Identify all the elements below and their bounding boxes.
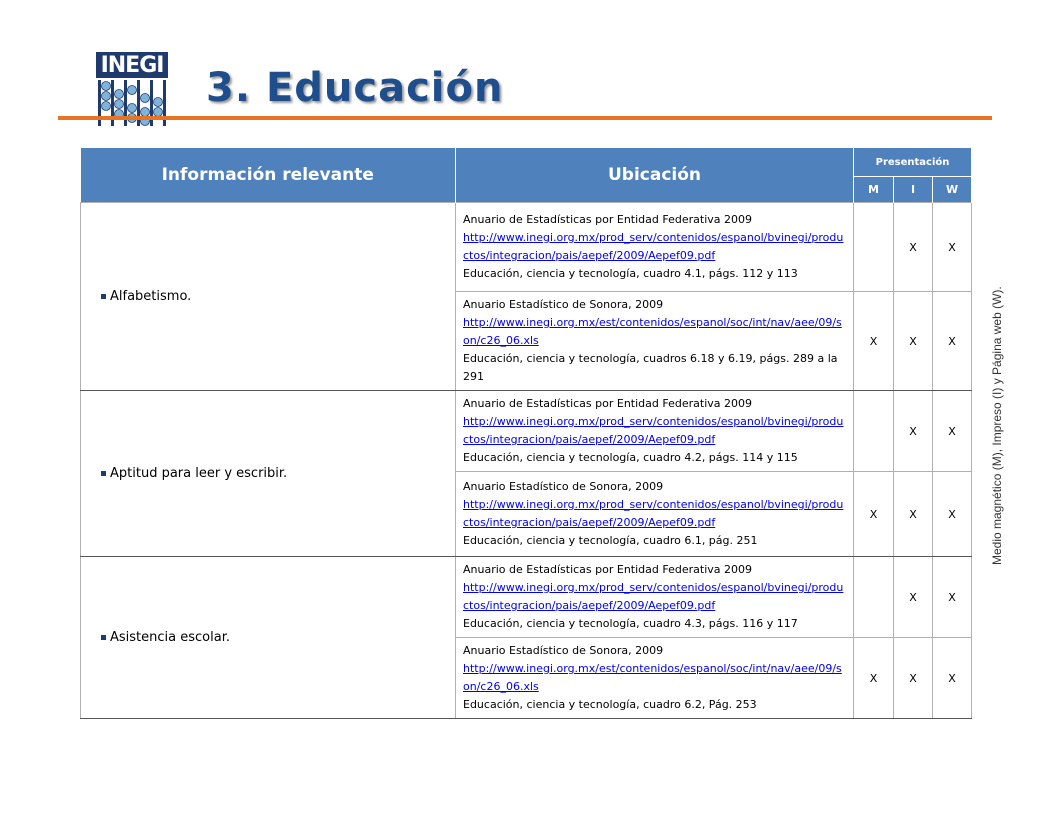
mark-w: X [933, 391, 972, 472]
detail-text: Educación, ciencia y tecnología, cuadro 6.2, Pág. 253 [463, 698, 757, 711]
mark-m [854, 391, 894, 472]
mark-i: X [894, 203, 933, 292]
source-text: Anuario Estadístico de Sonora, 2009 [463, 644, 664, 657]
source-link[interactable]: http://www.inegi.org.mx/prod_serv/contenidos/espanol/bvinegi/productos/integracion/pais/aepef/2009/Aepef09.pdf [463, 581, 844, 612]
mark-m [854, 557, 894, 638]
mark-w: X [933, 292, 972, 391]
mark-m: X [854, 638, 894, 719]
source-text: Anuario Estadístico de Sonora, 2009 [463, 480, 664, 493]
bullet-icon [101, 635, 106, 640]
mark-m: X [854, 472, 894, 557]
info-label: Aptitud para leer y escribir. [110, 466, 288, 481]
source-text: Anuario de Estadísticas por Entidad Federativa 2009 [463, 397, 752, 410]
presentation-legend-note: Medio magnético (M), Impreso (I) y Página web (W). [990, 286, 1004, 565]
ubicacion-cell [456, 638, 854, 719]
mark-m: X [854, 292, 894, 391]
col-header-m: M [854, 177, 894, 203]
detail-text: Educación, ciencia y tecnología, cuadro 4.3, págs. 116 y 117 [463, 617, 798, 630]
detail-text: Educación, ciencia y tecnología, cuadro 4.1, págs. 112 y 113 [463, 267, 798, 280]
ubicacion-cell [456, 203, 854, 292]
col-header-w: W [933, 177, 972, 203]
mark-i: X [894, 638, 933, 719]
source-link[interactable]: http://www.inegi.org.mx/prod_serv/contenidos/espanol/bvinegi/productos/integracion/pais/aepef/2009/Aepef09.pdf [463, 415, 844, 446]
source-text: Anuario de Estadísticas por Entidad Federativa 2009 [463, 213, 752, 226]
col-header-i: I [894, 177, 933, 203]
page-title: 3. Educación [206, 65, 504, 111]
info-cell [81, 203, 456, 391]
table-row [81, 203, 972, 292]
table-row [81, 557, 972, 638]
col-header-presentacion: Presentación [854, 148, 972, 177]
mark-w: X [933, 638, 972, 719]
logo-wordmark: INEGI [96, 52, 168, 78]
detail-text: Educación, ciencia y tecnología, cuadros 6.18 y 6.19, págs. 289 a la 291 [463, 352, 838, 383]
source-text: Anuario Estadístico de Sonora, 2009 [463, 298, 664, 311]
col-header-info: Información relevante [81, 148, 456, 203]
source-text: Anuario de Estadísticas por Entidad Federativa 2009 [463, 563, 752, 576]
ubicacion-cell [456, 292, 854, 391]
detail-text: Educación, ciencia y tecnología, cuadro 4.2, págs. 114 y 115 [463, 451, 798, 464]
info-label: Asistencia escolar. [110, 630, 230, 645]
bullet-icon [101, 294, 106, 299]
source-link[interactable]: http://www.inegi.org.mx/est/contenidos/espanol/soc/int/nav/aee/09/son/c26_06.xls [463, 662, 842, 693]
source-link[interactable]: http://www.inegi.org.mx/est/contenidos/espanol/soc/int/nav/aee/09/son/c26_06.xls [463, 316, 842, 347]
mark-i: X [894, 557, 933, 638]
col-header-ubicacion: Ubicación [456, 148, 854, 203]
info-cell [81, 557, 456, 719]
table-row [81, 391, 972, 472]
header-rule [58, 116, 992, 120]
ubicacion-cell [456, 472, 854, 557]
ubicacion-cell [456, 557, 854, 638]
mark-w: X [933, 557, 972, 638]
info-cell [81, 391, 456, 557]
source-link[interactable]: http://www.inegi.org.mx/prod_serv/contenidos/espanol/bvinegi/productos/integracion/pais/aepef/2009/Aepef09.pdf [463, 498, 844, 529]
mark-m [854, 203, 894, 292]
detail-text: Educación, ciencia y tecnología, cuadro 6.1, pág. 251 [463, 534, 758, 547]
mark-i: X [894, 472, 933, 557]
source-link[interactable]: http://www.inegi.org.mx/prod_serv/contenidos/espanol/bvinegi/productos/integracion/pais/aepef/2009/Aepef09.pdf [463, 231, 844, 262]
info-label: Alfabetismo. [110, 289, 192, 304]
mark-i: X [894, 391, 933, 472]
ubicacion-cell [456, 391, 854, 472]
mark-w: X [933, 472, 972, 557]
mark-i: X [894, 292, 933, 391]
education-table [80, 148, 972, 719]
mark-w: X [933, 203, 972, 292]
bullet-icon [101, 471, 106, 476]
